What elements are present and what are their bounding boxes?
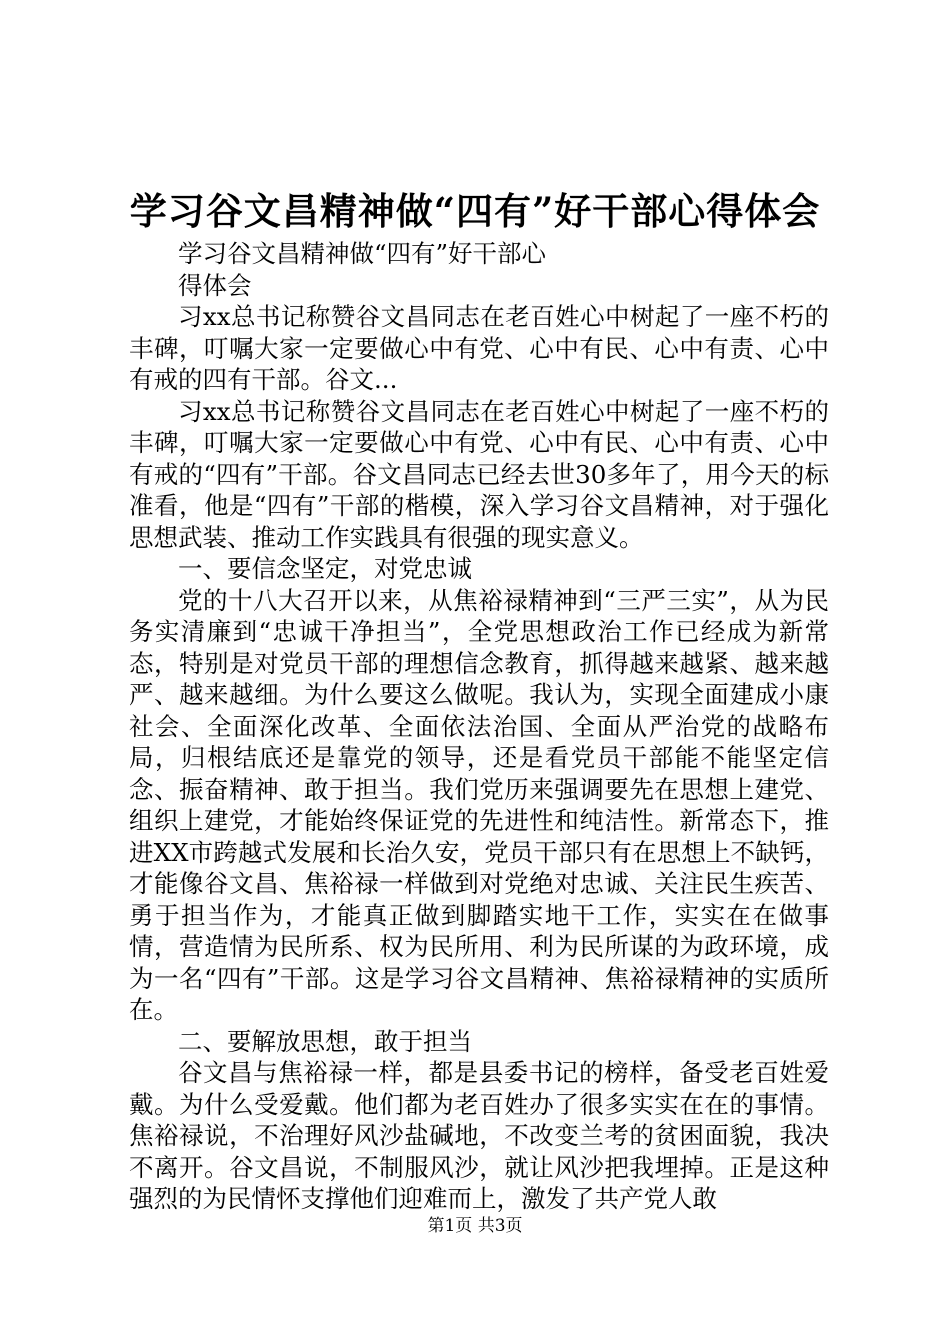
- section-heading-2: 二、要解放思想，敢于担当: [178, 1026, 472, 1056]
- document-body: [129, 238, 829, 1215]
- page-total: 共3页: [477, 1216, 523, 1236]
- page-footer: [0, 1214, 950, 1238]
- subtitle-line-2: 得体会: [178, 270, 252, 300]
- page-title: 学习谷文昌精神做“四有”好干部心得体会: [129, 189, 821, 233]
- section-2-paragraph: 谷文昌与焦裕禄一样，都是县委书记的榜样，备受老百姓爱戴。为什么受爱戴。他们都为老百姓办了很多实实在在的事情。焦裕禄说，不治理好风沙盐碱地，不改变兰考的贫困面貌，我决不离开。谷文昌说，不制服风沙，就让风沙把我埋掉。正是这种强烈的为民情怀支撑他们迎难而上，激发了共产党人敢: [129, 1058, 829, 1213]
- section-heading-1: 一、要信念坚定，对党忠诚: [178, 554, 472, 583]
- subtitle-line-1: 学习谷文昌精神做“四有”好干部心: [178, 239, 547, 268]
- intro-paragraph: 习xx总书记称赞谷文昌同志在老百姓心中树起了一座不朽的丰碑，叮嘱大家一定要做心中有党、心中有民、心中有责、心中有戒的“四有”干部。谷文昌同志已经去世30多年了，用今天的标准看，他是“四有”干部的楷模，深入学习谷文昌精神，对于强化思想武装、推动工作实践具有很强的现实意义。: [129, 396, 829, 552]
- section-1-paragraph: 党的十八大召开以来，从焦裕禄精神到“三严三实”，从为民务实清廉到“忠诚干净担当”，全党思想政治工作已经成为新常态，特别是对党员干部的理想信念教育，抓得越来越紧、越来越严、越来越细。为什么要这么做呢。我认为，实现全面建成小康社会、全面深化改革、全面依法治国、全面从严治党的战略布局，归根结底还是靠党的领导，还是看党员干部能不能坚定信念、振奋精神、敢于担当。我们党历来强调要先在思想上建党、组织上建党，才能始终保证党的先进性和纯洁性。新常态下，推进XX市跨越式发展和长治久安，党员干部只有在思想上不缺钙，才能像谷文昌、焦裕禄一样做到对党绝对忠诚、关注民生疾苦、勇于担当作为，才能真正做到脚踏实地干工作，实实在在做事情，营造情为民所系、权为民所用、利为民所谋的为政环境，成为一名“四有”干部。这是学习谷文昌精神、焦裕禄精神的实质所在。: [129, 585, 829, 1024]
- summary-paragraph: 习xx总书记称赞谷文昌同志在老百姓心中树起了一座不朽的丰碑，叮嘱大家一定要做心中有党、心中有民、心中有责、心中有戒的四有干部。谷文...: [129, 302, 829, 394]
- page-number: 第1页: [427, 1216, 473, 1236]
